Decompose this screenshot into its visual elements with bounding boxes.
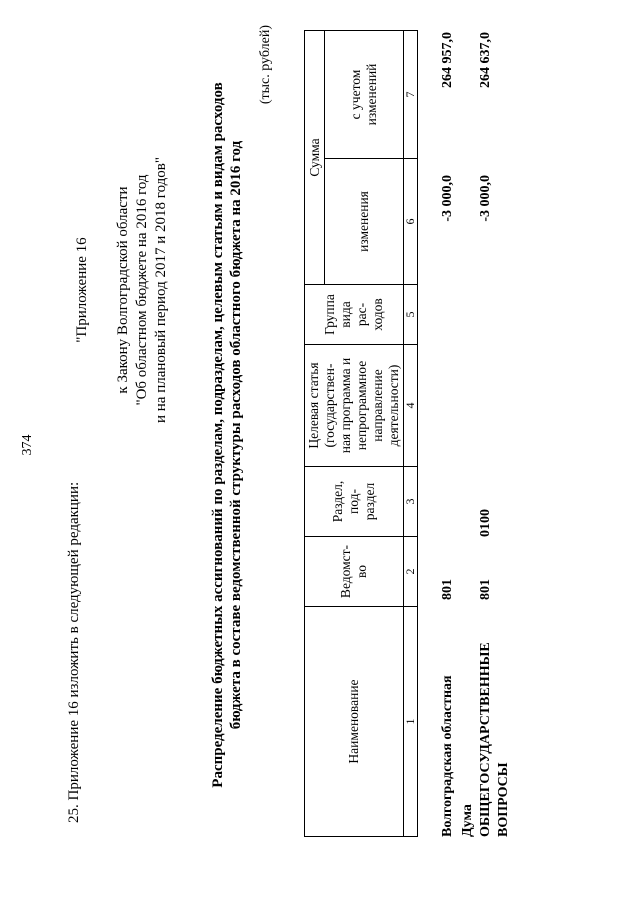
column-number: 3 bbox=[404, 467, 418, 537]
header-dept: Ведомст- во bbox=[305, 537, 404, 607]
row-change: -3 000,0 bbox=[440, 175, 455, 222]
header-target: Целевая статья (государствен- ная программа и непрограммное направление деятельности) bbox=[305, 345, 404, 467]
row-dept: 801 bbox=[478, 579, 493, 600]
row-name-line2: Дума bbox=[460, 804, 475, 837]
row-name-line2: ВОПРОСЫ bbox=[496, 762, 511, 837]
row-dept: 801 bbox=[440, 579, 455, 600]
budget-table-header bbox=[304, 30, 418, 837]
unit-note: (тыс. рублей) bbox=[258, 25, 273, 105]
heading-line1: Распределение бюджетных ассигнований по разделам, подразделам, целевым статьям и видам расходов bbox=[210, 82, 226, 788]
row-name-line1: ОБЩЕГОСУДАРСТВЕННЫЕ bbox=[478, 642, 493, 837]
header-name: Наименование bbox=[305, 607, 404, 837]
column-number: 1 bbox=[404, 607, 418, 837]
column-number: 6 bbox=[404, 159, 418, 285]
column-number: 5 bbox=[404, 285, 418, 345]
appendix-title: "Приложение 16 bbox=[74, 237, 90, 343]
row-with-change: 264 637,0 bbox=[478, 32, 493, 88]
header-sum: Сумма bbox=[305, 30, 325, 284]
page-number: 374 bbox=[20, 434, 35, 456]
row-name-line1: Волгоградская областная bbox=[440, 675, 455, 837]
column-number: 2 bbox=[404, 537, 418, 607]
appendix-line3: и на плановый период 2017 и 2018 годов" bbox=[153, 157, 169, 423]
heading-line2: бюджета в составе ведомственной структуры расходов областного бюджета на 2016 год bbox=[228, 140, 244, 730]
intro-text: 25. Приложение 16 изложить в следующей редакции: bbox=[66, 481, 82, 823]
appendix-line1: к Закону Волгоградской области bbox=[115, 186, 131, 394]
appendix-line2: "Об областном бюджете на 2016 год bbox=[134, 174, 150, 406]
header-change: изменения bbox=[325, 159, 404, 285]
column-number: 4 bbox=[404, 345, 418, 467]
header-with-change: с учетом изменений bbox=[325, 30, 404, 158]
header-section: Раздел, под- раздел bbox=[305, 467, 404, 537]
header-group: Группа вида рас- ходов bbox=[305, 285, 404, 345]
row-with-change: 264 957,0 bbox=[440, 32, 455, 88]
column-number: 7 bbox=[404, 30, 418, 158]
row-change: -3 000,0 bbox=[478, 175, 493, 222]
row-section: 0100 bbox=[478, 509, 493, 537]
